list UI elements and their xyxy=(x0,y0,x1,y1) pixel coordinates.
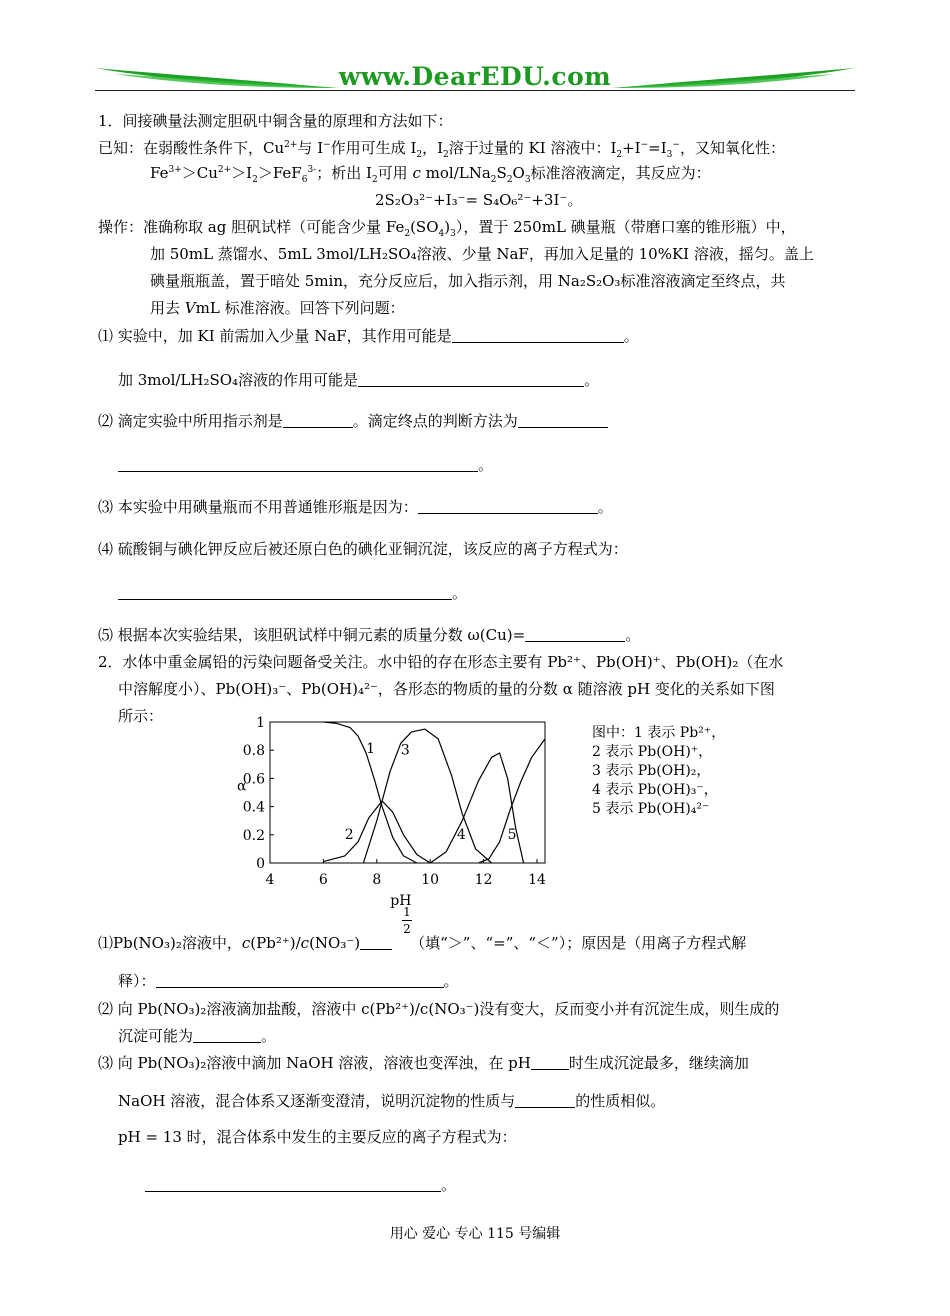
q1-part-2-line: 。 xyxy=(118,454,493,476)
q2-sub-1: ⑴Pb(NO₃)₂溶液中，c(Pb²⁺)/c(NO₃⁻) （填“＞”、“=”、“＜”）；原因是（用离子方程式解 xyxy=(98,934,747,952)
y-tick-label: 0.8 xyxy=(242,743,265,760)
q1-part-5: ⑸ 根据本次实验结果，该胆矾试样中铜元素的质量分数 ω(Cu)= 。 xyxy=(98,626,641,644)
series-label-1: 1 xyxy=(366,741,376,758)
q1-operation-line-4: 用去 VmL 标准溶液。回答下列问题： xyxy=(150,299,405,317)
x-tick-label: 8 xyxy=(372,872,382,888)
answer-blank[interactable] xyxy=(118,455,478,472)
q1-part-2: ⑵ 滴定实验中所用指示剂是 。滴定终点的判断方法为 xyxy=(98,410,608,432)
answer-blank[interactable] xyxy=(418,497,598,514)
q1-oxidation-line: $Fe^{3+}>Cu^{2+}>I_2>FeF_6^{3-}$；析出 $I_2$可用 c mol/$LNa_2S_2O_3$标准溶液滴定，其反应为： xyxy=(150,164,711,185)
q1-title: 1．间接碘量法测定胆矾中铜含量的原理和方法如下： xyxy=(98,112,453,130)
x-tick-label: 12 xyxy=(474,872,493,888)
q1-equation: 2S₂O₃²⁻+I₃⁻= S₄O₆²⁻+3I⁻。 xyxy=(375,191,583,209)
y-tick-label: 0 xyxy=(256,856,265,872)
q1-part-4-line: 。 xyxy=(118,582,467,604)
series-line-2 xyxy=(323,801,430,863)
q1-part-1: ⑴ 实验中，加 KI 前需加入少量 NaF，其作用可能是 。 xyxy=(98,327,639,345)
q2-line-3: 所示： xyxy=(118,707,164,725)
q2-sub-2: ⑵ 向 Pb(NO₃)₂溶液滴加盐酸，溶液中 c(Pb²⁺)/c(NO₃⁻)没有变大，反而变小并有沉淀生成，则生成的 xyxy=(98,1000,780,1018)
y-tick-label: 1 xyxy=(256,715,265,731)
q1-known-line: 已知：在弱酸性条件下，$Cu^{2+}$与 I−作用可生成 $I_2$，$I_2$溶于过量的 KI 溶液中：$I_2+I^-=I_3^-$，又知氧化性： xyxy=(98,139,785,160)
legend-entry: 图中：1 表示 Pb²⁺， xyxy=(592,725,726,741)
q2-sub-3-line-3: pH = 13 时，混合体系中发生的主要反应的离子方程式为： xyxy=(118,1128,517,1146)
legend-entry: 2 表示 Pb(OH)⁺， xyxy=(592,744,713,760)
y-tick-label: 0.4 xyxy=(242,799,265,816)
series-line-4 xyxy=(430,753,523,863)
q1-operation-line-1: 操作：准确称取 ag 胆矾试样（可能含少量 $Fe_2(SO_4)_3$），置于 250mL 碘量瓶（带磨口塞的锥形瓶）中， xyxy=(98,218,796,239)
y-tick-label: 0.6 xyxy=(242,771,265,788)
y-axis-label: α xyxy=(237,778,247,795)
q1-part-3: ⑶ 本实验中用碘量瓶而不用普通锥形瓶是因为： 。 xyxy=(98,498,613,516)
fraction-denominator: 2 xyxy=(403,922,411,936)
answer-blank[interactable] xyxy=(515,1091,575,1108)
answer-blank[interactable] xyxy=(283,411,353,428)
q1-operation-line-3: 碘量瓶瓶盖，置于暗处 5min，充分反应后，加入指示剂，用 Na₂S₂O₃标准溶液滴定至终点，共 xyxy=(150,272,786,290)
answer-blank[interactable] xyxy=(360,933,392,950)
answer-blank[interactable] xyxy=(358,370,584,387)
answer-blank[interactable] xyxy=(156,971,444,988)
q1-part-1b: 加 3mol/LH₂SO₄溶液的作用可能是 。 xyxy=(118,371,600,389)
answer-blank[interactable] xyxy=(118,583,452,600)
legend-entry: 5 表示 Pb(OH)₄²⁻ xyxy=(592,801,710,817)
x-tick-label: 10 xyxy=(421,872,440,888)
header-rule xyxy=(95,90,855,91)
site-name: www.DearEDU.com xyxy=(338,62,612,91)
q2-sub-3-line-2: NaOH 溶液，混合体系又逐渐变澄清，说明沉淀物的性质与 的性质相似。 xyxy=(118,1092,666,1110)
legend-entry: 3 表示 Pb(OH)₂， xyxy=(592,763,711,779)
q2-sub-2-line: 沉淀可能为 。 xyxy=(118,1027,277,1045)
fraction-bar xyxy=(402,920,412,921)
site-header xyxy=(95,60,855,96)
answer-blank[interactable] xyxy=(145,1175,441,1192)
x-tick-label: 4 xyxy=(265,872,275,888)
page-footer: 用心 爱心 专心 115 号编辑 xyxy=(389,1226,561,1242)
answer-blank[interactable] xyxy=(518,411,608,428)
q1-part-4: ⑷ 硫酸铜与碘化钾反应后被还原白色的碘化亚铜沉淀，该反应的离子方程式为： xyxy=(98,540,628,558)
answer-blank[interactable] xyxy=(452,326,624,343)
q2-line-1: 2．水体中重金属铅的污染问题备受关注。水中铅的存在形态主要有 Pb²⁺、Pb(OH)⁺、Pb(OH)₂（在水 xyxy=(98,653,784,671)
answer-blank[interactable] xyxy=(525,625,625,642)
series-label-4: 4 xyxy=(456,827,466,844)
series-label-5: 5 xyxy=(507,827,517,844)
y-tick-label: 0.2 xyxy=(242,827,265,844)
series-label-3: 3 xyxy=(400,742,410,759)
pb-species-chart xyxy=(225,708,565,938)
x-tick-label: 14 xyxy=(528,872,546,888)
q2-sub-3: ⑶ 向 Pb(NO₃)₂溶液中滴加 NaOH 溶液，溶液也变浑浊，在 pH 时生成沉淀最多，继续滴加 xyxy=(98,1054,749,1072)
answer-blank[interactable] xyxy=(193,1026,261,1043)
q2-sub-1-line: 释）： 。 xyxy=(118,972,459,990)
series-label-2: 2 xyxy=(344,827,354,844)
q1-operation-line-2: 加 50mL 蒸馏水、5mL 3mol/LH₂SO₄溶液、少量 NaF，再加入足量的 10%KI 溶液，摇匀。盖上 xyxy=(150,245,814,263)
answer-blank[interactable] xyxy=(531,1053,569,1070)
legend-entry: 4 表示 Pb(OH)₃⁻， xyxy=(592,782,718,798)
fraction-numerator: 1 xyxy=(403,905,411,919)
q2-sub-3-answer-line: 。 xyxy=(145,1174,456,1196)
x-axis-label: pH xyxy=(390,893,412,909)
q2-line-2: 中溶解度小）、Pb(OH)₃⁻、Pb(OH)₄²⁻，各形态的物质的量的分数 α 随溶液 pH 变化的关系如下图 xyxy=(118,680,775,698)
chart-legend xyxy=(592,724,725,819)
x-tick-label: 6 xyxy=(318,872,328,888)
